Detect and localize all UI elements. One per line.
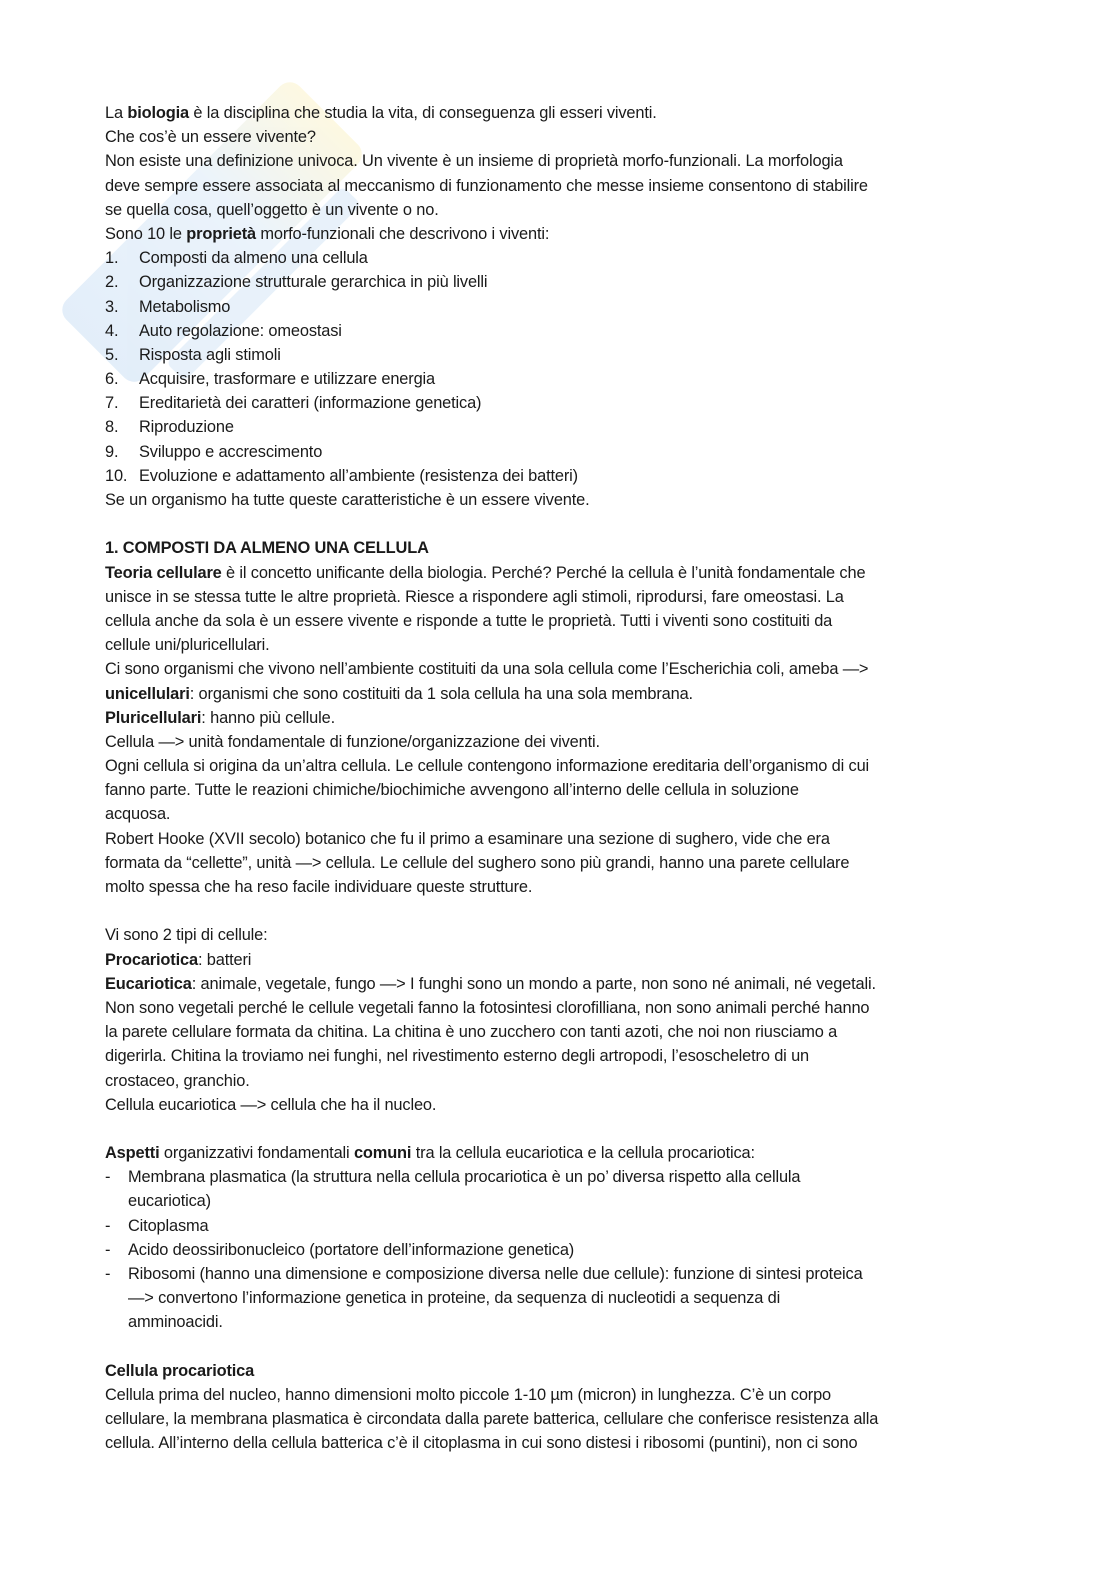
line-text [105,757,869,775]
numbered-list-item [105,295,1025,319]
list-marker: 1. [105,249,119,268]
text-line [105,754,1025,778]
line-text [105,951,251,969]
line-text [105,1144,755,1162]
text-line [105,222,1025,246]
bold-term: biologia [127,104,189,122]
line-text [139,319,342,343]
text-line [105,1141,1025,1165]
text-line [105,1383,1025,1407]
bold-term: Procariotica [105,950,198,969]
text-run: acquosa. [105,805,171,824]
text-line [105,174,1025,198]
line-text [139,440,322,464]
text-run: Cellula eucariotica —> cellula che ha il nucleo. [105,1095,437,1114]
text-line [105,778,1025,802]
text-run: : organismi che sono costituiti da 1 sola cellula ha una sola membrana. [189,684,693,703]
line-text [139,391,481,415]
text-run: organizzativi fondamentali [159,1144,354,1163]
text-run: digerirla. Chitina la troviamo nei funghi, nel rivestimento esterno degli artropodi, l’esoscheletro di un [105,1047,809,1066]
line-text [105,685,693,703]
line-text [128,1189,211,1213]
bullet-list-item [105,1238,1025,1262]
text-line [105,923,1025,947]
document-body [105,101,1025,1456]
bold-term: 1. COMPOSTI DA ALMENO UNA CELLULA [105,539,429,558]
list-marker: 8. [105,418,119,437]
text-line [105,1189,1025,1213]
line-text [105,878,532,896]
text-run: Vi sono 2 tipi di cellule: [105,926,268,945]
text-run: Ereditarietà dei caratteri (informazione genetica) [139,394,482,413]
text-line [105,875,1025,899]
line-text [105,1023,837,1041]
text-run: Auto regolazione: omeostasi [139,321,342,340]
line-text [105,128,316,146]
text-run: Che cos’è un essere vivente? [105,128,316,147]
text-line [105,125,1025,149]
bold-term: Teoria cellulare [105,563,222,582]
text-line [105,585,1025,609]
text-run: Organizzazione strutturale gerarchica in più livelli [139,273,488,292]
text-run: Acquisire, trasformare e utilizzare energia [139,370,435,389]
list-marker: - [105,1265,111,1283]
bold-term: Pluricellulari [105,708,202,727]
text-run: Se un organismo ha tutte queste caratteristiche è un essere vivente. [105,491,590,509]
text-run: eucariotica) [128,1192,211,1211]
list-marker: 4. [105,321,119,340]
text-line [105,657,1025,681]
text-run: Cellula prima del nucleo, hanno dimensioni molto piccole 1-10 µm (micron) in lunghezza. C’è un corpo [105,1385,832,1404]
text-line [105,561,1025,585]
text-run: Non esiste una definizione univoca. Un vivente è un insieme di proprietà morfo-funzionali. La morfologia [105,152,843,171]
numbered-list-item [105,246,1025,270]
text-run: fanno parte. Tutte le reazioni chimiche/biochimiche avvengono all’interno delle cellula in soluzione [105,781,799,800]
line-text [105,733,600,751]
line-text [105,926,268,944]
blank-line [105,512,1025,536]
line-text [105,1096,436,1114]
line-text [128,1262,863,1286]
text-run: se quella cosa, quell’oggetto è un vivente o no. [105,200,439,219]
text-run: cellule uni/pluricellulari. [105,636,270,655]
blank-line [105,899,1025,923]
line-text [105,177,868,195]
text-line [105,1310,1025,1334]
text-run: è il concetto unificante della biologia. Perché? Perché la cellula è l’unità fondamentale che [221,563,866,582]
text-line [105,730,1025,754]
line-text [105,975,876,993]
line-text [128,1310,223,1334]
line-text [128,1214,209,1238]
text-run: formata da “cellette”, unità —> cellula. Le cellule del sughero sono più grandi, hanno una parete cellulare [105,853,850,872]
text-run: Ribosomi (hanno una dimensione e composizione diversa nelle due cellule): funzione di sintesi proteica [128,1265,863,1283]
line-text [105,1047,809,1065]
text-line [105,488,1025,512]
line-text [128,1286,780,1310]
bold-term: proprietà [186,224,256,243]
list-marker: 7. [105,394,119,413]
text-run: tra la cellula eucariotica e la cellula procariotica: [411,1144,755,1163]
text-run: : animale, vegetale, fungo —> I funghi sono un mondo a parte, non sono né animali, né vegetali. [191,974,876,993]
line-text [105,660,868,678]
list-marker: - [105,1168,111,1187]
text-run: crostaceo, granchio. [105,1071,250,1090]
line-text [105,636,270,654]
line-text [139,464,578,488]
bold-term: Eucariotica [105,974,192,993]
line-text [105,1434,857,1452]
list-marker: 10. [105,466,128,485]
text-line [105,609,1025,633]
text-line [105,1286,1025,1310]
line-text [105,1072,250,1090]
line-text [105,612,832,630]
text-line [105,1431,1025,1455]
text-line [105,198,1025,222]
text-run: Non sono vegetali perché le cellule vegetali fanno la fotosintesi clorofilliana, non sono animali perché hanno [105,998,870,1017]
line-text [105,781,799,799]
list-marker: 2. [105,273,119,292]
text-line [105,1407,1025,1431]
line-text [128,1238,574,1262]
text-line [105,1359,1025,1383]
text-run: cellula. All’interno della cellula batterica c’è il citoplasma in cui sono distesi i ribosomi (puntini), non ci sono [105,1434,858,1453]
text-run: deve sempre essere associata al meccanismo di funzionamento che messe insieme consentono di stabilire [105,176,868,195]
text-run: Composti da almeno una cellula [139,249,368,268]
text-line [105,996,1025,1020]
text-line [105,149,1025,173]
text-run: : hanno più cellule. [201,708,335,727]
bullet-list-item [105,1262,1025,1286]
numbered-list-item [105,464,1025,488]
text-line [105,1069,1025,1093]
line-text [105,588,844,606]
line-text [139,295,230,319]
bold-term: comuni [353,1144,412,1163]
bold-term: Cellula procariotica [105,1361,255,1380]
text-run: è la disciplina che studia la vita, di conseguenza gli esseri viventi. [188,104,657,122]
text-run: Metabolismo [139,297,231,316]
text-run: Acido deossiribonucleico (portatore dell’informazione genetica) [128,1240,575,1259]
line-text [105,999,869,1017]
text-line [105,851,1025,875]
text-line [105,1020,1025,1044]
bold-term: Aspetti [105,1144,160,1163]
line-text [139,415,234,439]
line-text [105,1362,254,1380]
text-run: morfo-funzionali che descrivono i viventi: [255,224,550,243]
text-line [105,972,1025,996]
text-run: Risposta agli stimoli [139,345,281,364]
blank-line [105,1117,1025,1141]
text-run: Ci sono organismi che vivono nell’ambiente costituiti da una sola cellula come l’Escherichia coli, ameba —> [105,660,869,679]
numbered-list-item [105,367,1025,391]
text-run: Robert Hooke (XVII secolo) botanico che fu il primo a esaminare una sezione di sughero, vide che era [105,829,830,848]
numbered-list-item [105,270,1025,294]
line-text [105,104,657,122]
blank-line [105,1335,1025,1359]
list-marker: - [105,1240,111,1259]
line-text [105,805,170,823]
list-marker: 6. [105,370,119,389]
text-run: amminoacidi. [128,1313,223,1332]
text-line [105,802,1025,826]
line-text [105,201,439,219]
text-run: La [105,104,128,122]
text-run: Ogni cellula si origina da un’altra cellula. Le cellule contengono informazione ereditaria dell’organismo di cui [105,757,870,776]
text-line [105,706,1025,730]
line-text [105,491,590,509]
list-marker: 5. [105,345,119,364]
text-run: Sono 10 le [105,224,187,243]
list-marker: 3. [105,297,119,316]
line-text [105,564,865,582]
line-text [139,246,368,270]
list-marker: - [105,1216,111,1235]
line-text [128,1165,800,1189]
line-text [139,270,487,294]
text-run: molto spessa che ha reso facile individuare queste strutture. [105,878,533,896]
line-text [105,854,849,872]
line-text [105,1386,831,1404]
text-line [105,633,1025,657]
text-run: Membrana plasmatica (la struttura nella cellula procariotica è un po’ diversa rispetto alla cellula [128,1168,801,1187]
text-line [105,827,1025,851]
line-text [105,152,843,170]
text-run: cellulare, la membrana plasmatica è circondata dalla parete batterica, cellulare che conferisce resistenza alla [105,1410,879,1429]
text-line [105,1093,1025,1117]
text-run: Cellula —> unità fondamentale di funzione/organizzazione dei viventi. [105,732,600,751]
text-run: Sviluppo e accrescimento [139,442,323,461]
line-text [105,709,335,727]
numbered-list-item [105,319,1025,343]
text-line [105,682,1025,706]
text-line [105,948,1025,972]
bold-term: unicellulari [105,684,190,703]
bullet-list-item [105,1165,1025,1189]
text-run: unisce in se stessa tutte le altre proprietà. Riesce a rispondere agli stimoli, riprodursi, fare omeostasi. La [105,587,844,606]
numbered-list-item [105,415,1025,439]
line-text [105,539,429,557]
numbered-list-item [105,391,1025,415]
numbered-list-item [105,440,1025,464]
list-marker: 9. [105,442,119,461]
numbered-list-item [105,343,1025,367]
text-line [105,101,1025,125]
text-line [105,536,1025,560]
text-run: Riproduzione [139,418,234,437]
text-run: Evoluzione e adattamento all’ambiente (resistenza dei batteri) [139,466,578,485]
line-text [105,225,549,243]
text-run: cellula anche da sola è un essere vivente e risponde a tutte le proprietà. Tutti i viventi sono costituiti da [105,611,833,630]
text-run: : batteri [197,950,252,969]
line-text [139,343,281,367]
bullet-list-item [105,1214,1025,1238]
text-line [105,1044,1025,1068]
line-text [139,367,435,391]
text-run: —> convertono l’informazione genetica in proteine, da sequenza di nucleotidi a sequenza di [128,1289,781,1308]
text-run: la parete cellulare formata da chitina. La chitina è uno zucchero con tanti azoti, che noi non riusciamo a [105,1023,838,1042]
line-text [105,1410,878,1428]
line-text [105,830,830,848]
text-run: Citoplasma [128,1216,209,1235]
